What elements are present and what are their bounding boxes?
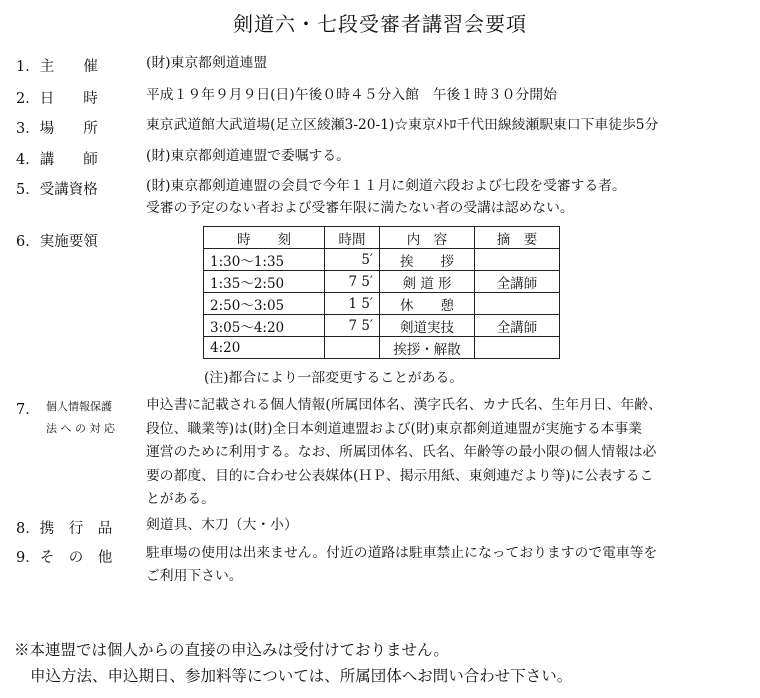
item-value-belongings: 剣道具、木刀（大・小） [146, 517, 298, 533]
schedule-table [203, 226, 560, 359]
schedule-cell-remarks [475, 337, 560, 359]
schedule-cell-remarks: 全講師 [475, 315, 560, 337]
item-value-eligibility: (財)東京都剣道連盟の会員で今年１１月に剣道六段および七段を受審する者。 [146, 178, 626, 194]
item-label-eligibility: 5．受講資格 [16, 182, 98, 198]
privacy-line: 運営のために利用する。なお、所属団体名、氏名、年齢等の最小限の個人情報は必 [146, 444, 657, 460]
schedule-header-time: 時 刻 [204, 227, 325, 249]
footer-notice: ※本連盟では個人からの直接の申込みは受付けておりません。 [14, 641, 449, 659]
schedule-header-content: 内 容 [380, 227, 475, 249]
schedule-header-remarks: 摘 要 [475, 227, 560, 249]
item-value-eligibility-2: 受審の予定のない者および受審年限に満たない者の受講は認めない。 [146, 200, 574, 216]
privacy-line: とがある。 [146, 491, 215, 507]
schedule-row [204, 249, 560, 271]
item-label-instructor: 4．講 師 [16, 152, 98, 168]
item-label-datetime: 2．日 時 [16, 91, 98, 107]
item-label-other: 9．そ の 他 [16, 550, 113, 566]
schedule-cell-duration: 7 5′ [325, 271, 380, 293]
item-label-procedure: 6．実施要領 [16, 234, 98, 250]
schedule-cell-remarks: 全講師 [475, 271, 560, 293]
item-value-other: 駐車場の使用は出来ません。付近の道路は駐車禁止になっておりますので電車等を [146, 545, 658, 561]
schedule-cell-remarks [475, 293, 560, 315]
item-label-privacy-number: 7． [16, 402, 40, 418]
schedule-cell-time: 1:30～1:35 [204, 249, 325, 271]
privacy-text [146, 394, 746, 512]
privacy-line: 段位、職業等)は(財)全日本剣道連盟および(財)東京都剣道連盟が実施する本事業 [146, 420, 643, 437]
item-value-other-2: ご利用下さい。 [146, 568, 243, 584]
privacy-line: 申込書に記載される個人情報(所属団体名、漢字氏名、カナ氏名、生年月日、年齢、 [146, 397, 662, 413]
item-label-organizer: 1．主 催 [16, 59, 98, 75]
item-label-privacy-a: 個人情報保護 [46, 400, 112, 413]
item-value-venue: 東京武道館大武道場(足立区綾瀬3-20-1)☆東京ﾒﾄﾛ千代田線綾瀬駅東口下車徒歩5分 [146, 117, 659, 133]
privacy-line: 要の都度、目的に合わせ公表媒体(ＨＰ、掲示用紙、東剣連だより等)に公表するこ [146, 467, 654, 484]
schedule-header-row [204, 227, 560, 249]
schedule-cell-content: 休 憩 [380, 293, 475, 315]
schedule-cell-time: 3:05～4:20 [204, 315, 325, 337]
schedule-cell-content: 剣道実技 [380, 315, 475, 337]
item-value-instructor: (財)東京都剣道連盟で委嘱する。 [146, 148, 350, 164]
schedule-row [204, 271, 560, 293]
schedule-cell-duration: 7 5′ [325, 315, 380, 337]
schedule-row [204, 315, 560, 337]
item-label-privacy-b: 法 へ の 対 応 [46, 422, 115, 435]
schedule-row [204, 337, 560, 359]
item-label-venue: 3．場 所 [16, 121, 98, 137]
schedule-cell-duration [325, 337, 380, 359]
schedule-row [204, 293, 560, 315]
schedule-cell-duration: 1 5′ [325, 293, 380, 315]
schedule-cell-remarks [475, 249, 560, 271]
schedule-cell-time: 2:50～3:05 [204, 293, 325, 315]
schedule-cell-content: 挨 拶 [380, 249, 475, 271]
footer-inquiry: 申込方法、申込期日、参加料等については、所属団体へお問い合わせ下さい。 [30, 667, 573, 685]
schedule-cell-content: 剣 道 形 [380, 271, 475, 293]
schedule-cell-time: 4:20 [204, 337, 325, 359]
schedule-cell-content: 挨拶・解散 [380, 337, 475, 359]
schedule-cell-time: 1:35～2:50 [204, 271, 325, 293]
schedule-cell-duration: 5′ [325, 249, 380, 271]
item-label-belongings: 8．携 行 品 [16, 521, 113, 537]
page-title: 剣道六・七段受審者講習会要項 [233, 12, 527, 36]
item-value-organizer: (財)東京都剣道連盟 [146, 55, 268, 71]
schedule-note: (注)都合により一部変更することがある。 [204, 370, 464, 386]
item-value-datetime: 平成１９年９月９日(日)午後０時４５分入館 午後１時３０分開始 [146, 87, 557, 103]
schedule-header-duration: 時間 [325, 227, 380, 249]
